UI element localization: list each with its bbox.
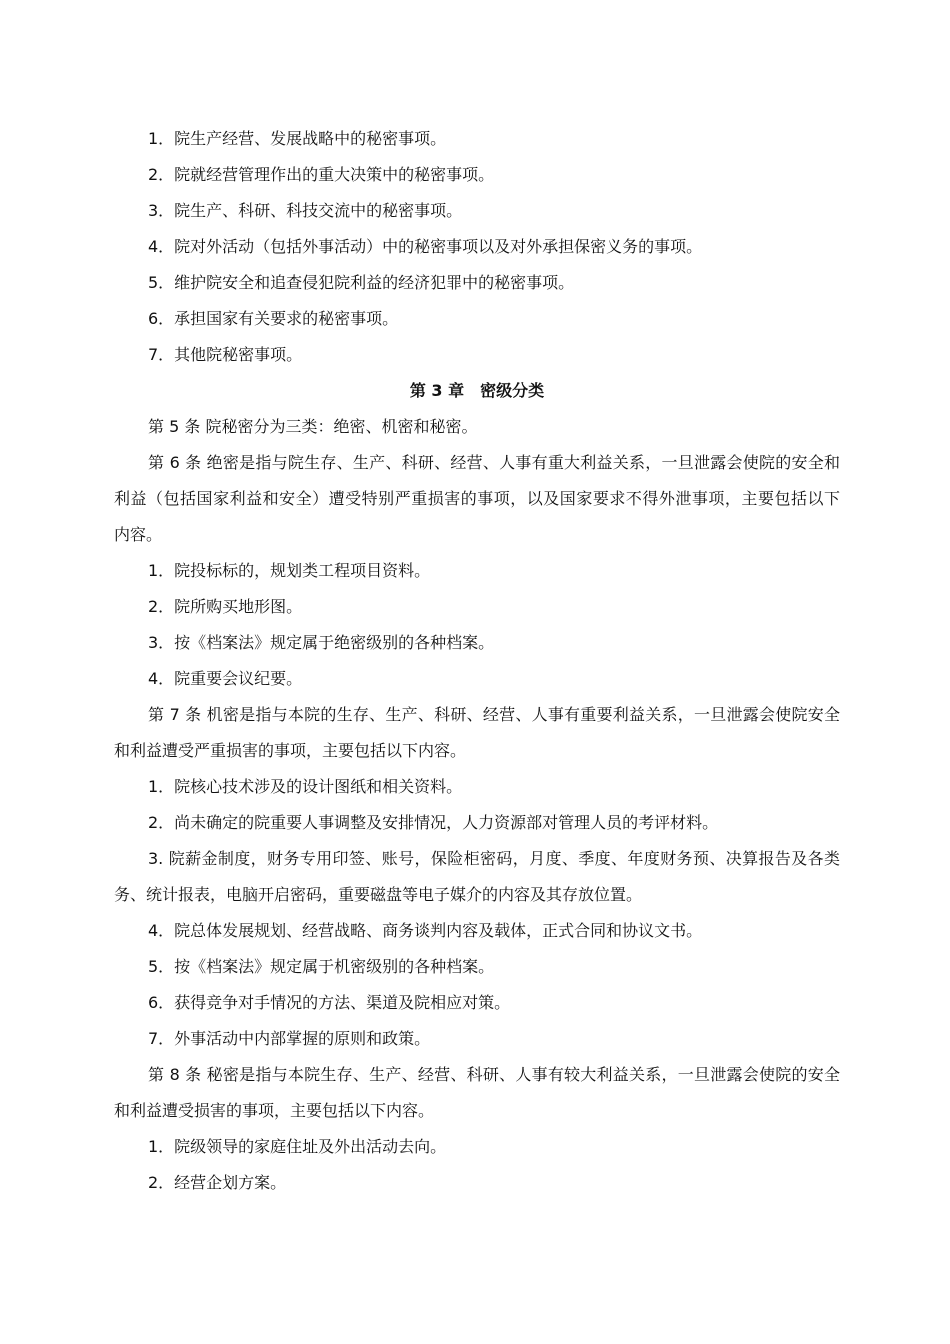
article-5: 第 5 条 院秘密分为三类：绝密、机密和秘密。	[148, 417, 478, 436]
article-8-line-2: 和利益遭受损害的事项，主要包括以下内容。	[114, 1101, 435, 1120]
list-item: 7．外事活动中内部掌握的原则和政策。	[148, 1029, 431, 1048]
list-item: 4．院对外活动（包括外事活动）中的秘密事项以及对外承担保密义务的事项。	[148, 237, 703, 256]
list-item: 1．院核心技术涉及的设计图纸和相关资料。	[148, 777, 463, 796]
chapter-heading	[114, 373, 840, 409]
list-item: 4．院总体发展规划、经营战略、商务谈判内容及载体，正式合同和协议文书。	[148, 921, 703, 940]
list-item-line-1: 3. 院薪金制度，财务专用印签、账号，保险柜密码，月度、季度、年度财务预、决算报告及各类	[148, 849, 840, 868]
document-body	[114, 121, 840, 1201]
list-item: 5．维护院安全和追查侵犯院利益的经济犯罪中的秘密事项。	[148, 273, 575, 292]
article-6-line-3: 内容。	[114, 525, 163, 544]
chapter-title: 密级分类	[480, 381, 545, 400]
list-item: 1．院生产经营、发展战略中的秘密事项。	[148, 129, 447, 148]
list-item-line-2: 务、统计报表，电脑开启密码，重要磁盘等电子媒介的内容及其存放位置。	[114, 885, 643, 904]
list-item: 3．院生产、科研、科技交流中的秘密事项。	[148, 201, 463, 220]
list-item: 2．尚未确定的院重要人事调整及安排情况，人力资源部对管理人员的考评材料。	[148, 813, 719, 832]
list-item: 5．按《档案法》规定属于机密级别的各种档案。	[148, 957, 495, 976]
list-item: 1．院级领导的家庭住址及外出活动去向。	[148, 1137, 447, 1156]
article-7-line-1: 第 7 条 机密是指与本院的生存、生产、科研、经营、人事有重要利益关系，一旦泄露会使院安全	[148, 705, 840, 724]
list-item: 6．承担国家有关要求的秘密事项。	[148, 309, 399, 328]
list-item: 4．院重要会议纪要。	[148, 669, 303, 688]
list-item: 2．院就经营管理作出的重大决策中的秘密事项。	[148, 165, 495, 184]
article-6-line-1: 第 6 条 绝密是指与院生存、生产、科研、经营、人事有重大利益关系，一旦泄露会使院的安全和	[148, 453, 840, 472]
list-item: 1．院投标标的，规划类工程项目资料。	[148, 561, 431, 580]
list-item: 7．其他院秘密事项。	[148, 345, 303, 364]
list-item: 3．按《档案法》规定属于绝密级别的各种档案。	[148, 633, 495, 652]
list-item: 6．获得竞争对手情况的方法、渠道及院相应对策。	[148, 993, 511, 1012]
list-item: 2．经营企划方案。	[148, 1173, 287, 1192]
article-6-line-2: 利益（包括国家利益和安全）遭受特别严重损害的事项，以及国家要求不得外泄事项，主要包括以下	[114, 489, 840, 508]
list-item: 2．院所购买地形图。	[148, 597, 303, 616]
chapter-number: 第 3 章	[409, 381, 465, 400]
article-8-line-1: 第 8 条 秘密是指与本院生存、生产、经营、科研、人事有较大利益关系，一旦泄露会使院的安全	[148, 1065, 840, 1084]
article-7-line-2: 和利益遭受严重损害的事项，主要包括以下内容。	[114, 741, 467, 760]
